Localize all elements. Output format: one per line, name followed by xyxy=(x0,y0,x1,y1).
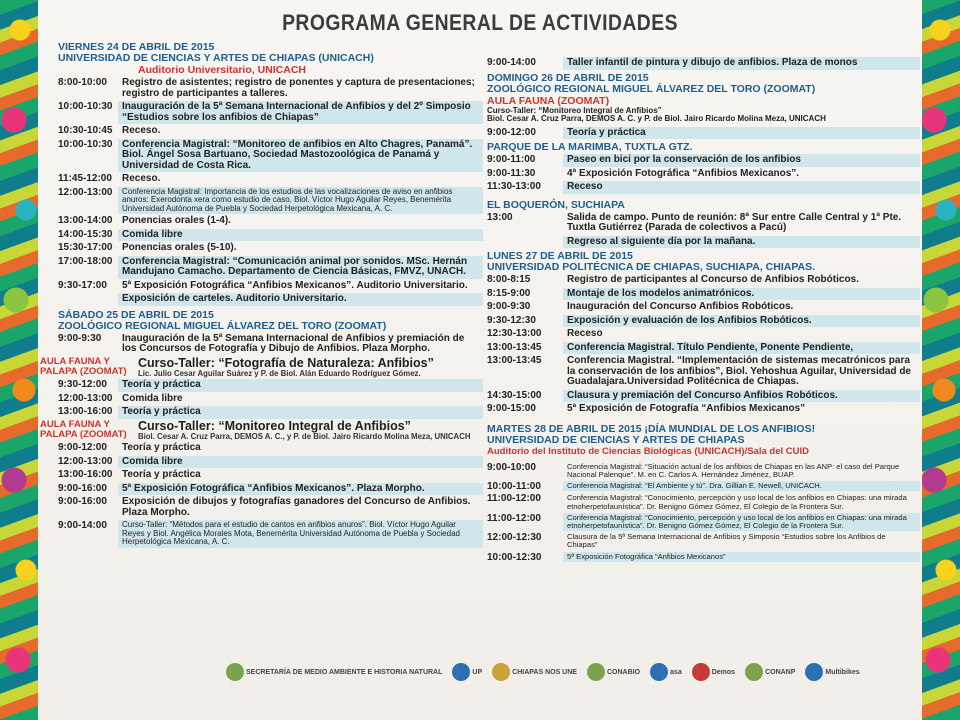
logo-emblem-icon xyxy=(492,663,510,681)
boqueron-heading: EL BOQUERÓN, SUCHIAPA xyxy=(487,198,625,211)
logo-emblem-icon xyxy=(692,663,710,681)
schedule-row: 9:00-11:00 Paseo en bici por la conservación de los anfibios xyxy=(487,154,920,167)
workshop-instructors: Lic. Julio Cesar Aguilar Suárez y P. de Biol. Alán Eduardo Rodríguez Gómez. xyxy=(138,368,421,378)
schedule-row: 11:00-12:00 Conferencia Magistral: “Conocimiento, percepción y uso local de los anfibios en Chiapas: una mirada etnoherpetofaunística”. Dr. Benigno Gómez Gómez, El Colegio de la Frontera Sur. xyxy=(487,513,920,531)
workshop-monitoring xyxy=(40,420,483,442)
schedule-row: 9:00-15:00 5ª Exposición de Fotografía “Anfibios Mexicanos” xyxy=(487,403,806,414)
saturday-date-heading: SÁBADO 25 DE ABRIL DE 2015 xyxy=(58,308,214,321)
right-column xyxy=(487,56,920,564)
logo-emblem-icon xyxy=(452,663,470,681)
schedule-row: 8:00-10:00 Registro de asistentes; registro de ponentes y captura de presentaciones; registro de participantes a talleres. xyxy=(58,77,475,99)
schedule-row: 12:00-12:30 Clausura de la 5ª Semana Internacional de Anfibios y Simposio “Estudios sobre los Anfibios de Chiapas” xyxy=(487,532,886,550)
schedule-row: Regreso al siguiente día por la mañana. xyxy=(487,236,920,249)
park-heading: PARQUE DE LA MARIMBA, TUXTLA GTZ. xyxy=(487,141,693,153)
schedule-row: 10:00-10:30 Inauguración de la 5ª Semana Internacional de Anfibios y del 2º Simposio “Estudios sobre los anfibios de Chiapas” xyxy=(40,101,483,124)
workshop-instructors: Biol. Cesar A. Cruz Parra, DEMOS A. C., y P. de Biol. Jairo Ricardo Molina Meza, UNICACH xyxy=(138,431,471,441)
schedule-row: 8:00-8:15 Registro de participantes al Concurso de Anfibios Robóticos. xyxy=(487,274,859,285)
page-title: PROGRAMA GENERAL DE ACTIVIDADES xyxy=(282,10,678,35)
tuesday-room: Auditorio del Instituto de Ciencias Biológicas (UNICACH)/Sala del CUID xyxy=(487,445,809,457)
schedule-row: 11:45-12:00 Receso. xyxy=(58,173,161,184)
schedule-row: 8:15-9:00 Montaje de los modelos animatrónicos. xyxy=(487,288,920,301)
logo-emblem-icon xyxy=(805,663,823,681)
sponsor-logo: Demos xyxy=(692,660,735,684)
workshop-photography xyxy=(40,357,483,379)
saturday-venue-heading: ZOOLÓGICO REGIONAL MIGUEL ÁLVAREZ DEL TORO (ZOOMAT) xyxy=(58,319,387,332)
monday-venue-heading: UNIVERSIDAD POLITÉCNICA DE CHIAPAS, SUCHIAPA, CHIAPAS. xyxy=(487,261,816,273)
schedule-row: 14:30-15:00 Clausura y premiación del Concurso Anfibios Robóticos. xyxy=(487,390,920,403)
left-column xyxy=(40,42,483,549)
tuesday-venue-heading: UNIVERSIDAD DE CIENCIAS Y ARTES DE CHIAPAS xyxy=(487,433,745,446)
friday-date-heading: VIERNES 24 DE ABRIL DE 2015 xyxy=(58,41,215,53)
schedule-row: 12:00-13:00 Comida libre xyxy=(40,456,483,469)
schedule-row: 13:00-13:45 Conferencia Magistral. “Implementación de sistemas mecatrónicos para la conservación de los anfibios”, Biol. Yehoshua Aguilar, Universidad de Guadalajara.Universidad Politécnica de Chiapas. xyxy=(487,355,911,387)
sponsor-logo: Multibikes xyxy=(805,660,859,684)
schedule-row: 9:00-9:30 Inauguración de la 5ª Semana Internacional de Anfibios y premiación de los Concursos de Fotografía y Dibujo de Anfibios. Plaza Morpho. xyxy=(58,332,465,355)
decorative-border-right xyxy=(920,0,960,720)
schedule-row: 11:00-12:00 Conferencia Magistral: “Conocimiento, percepción y uso local de los anfibios en Chiapas: una mirada etnoherpetofaunística”. Dr. Benigno Gómez Gómez, El Colegio de la Frontera Sur. xyxy=(487,493,907,511)
sponsor-logos xyxy=(226,660,920,716)
schedule-row: 10:00-12:30 5ª Exposición Fotográfica “Anfibios Mexicanos” xyxy=(487,552,920,564)
schedule-row: 11:30-13:00 Receso xyxy=(487,181,920,194)
schedule-row: 10:30-10:45 Receso. xyxy=(58,125,161,136)
schedule-row: 9:00-10:00 Conferencia Magistral: “Situación actual de los anfibios de Chiapas en las ANP: el caso del Parque Nacional Palenque”. M. en C. Carlos A. Hernández Jiménez, BUAP. xyxy=(487,461,900,479)
workshop-title: Curso-Taller: “Monitoreo Integral de Anfibios” xyxy=(138,418,411,433)
schedule-row: 13:00-14:00 Ponencias orales (1-4). xyxy=(58,215,231,227)
schedule-row: 10:00-11:00 Conferencia Magistral: “El Ambiente y tú”. Dra. Gillian E. Newell, UNICACH. xyxy=(487,481,920,493)
schedule-row: 9:00-9:30 Inauguración del Concurso Anfibios Robóticos. xyxy=(487,301,794,312)
sponsor-logo: SECRETARÍA DE MEDIO AMBIENTE E HISTORIA NATURAL xyxy=(226,660,442,684)
sponsor-logo: CONANP xyxy=(745,660,795,684)
logo-emblem-icon xyxy=(650,663,668,681)
sponsor-logo: CONABIO xyxy=(587,660,640,684)
schedule-row: 12:00-13:00 Conferencia Magistral: Importancia de los estudios de las vocalizaciones de aviso en anfibios anuros: Exerodonta xera como estudio de caso. Biol. Víctor Hugo Aguilar Reyes, Benemérita Universidad Autónoma de Puebla y Sociedad Herpetológica Mexicana, A. C. xyxy=(40,187,483,215)
schedule-row: 13:00-13:45 Conferencia Magistral. Título Pendiente, Ponente Pendiente, xyxy=(487,342,920,355)
schedule-row: 17:00-18:00 Conferencia Magistral: “Comunicación animal por sonidos. MSc. Hernán Mandujano Camacho. Departamento de Ciencia Básicas, FMVZ, UNACH. xyxy=(40,256,483,279)
schedule-row: 12:30-13:00 Receso xyxy=(487,328,603,339)
schedule-row: 9:30-17:00 5ª Exposición Fotográfica “Anfibios Mexicanos”. Auditorio Universitario. xyxy=(58,279,468,291)
schedule-row: 13:00-16:00 Teoría y práctica xyxy=(40,406,483,419)
schedule-row: 13:00-16:00 Teoría y práctica xyxy=(58,469,201,481)
schedule-row: 12:00-13:00 Comida libre xyxy=(58,392,183,404)
tuesday-date-heading: MARTES 28 DE ABRIL DE 2015 ¡DÍA MUNDIAL DE LOS ANFIBIOS! xyxy=(487,422,816,435)
sunday-workshop-title: Curso-Taller: “Monitoreo Integral de Anfibios” xyxy=(487,105,662,115)
sunday-workshop-instructors: Biol. Cesar A. Cruz Parra, DEMOS A. C. y P. de Biol. Jairo Ricardo Molina Meza, UNICACH xyxy=(487,114,826,123)
schedule-row: 9:00-12:00 Teoría y práctica xyxy=(487,127,920,140)
schedule-row: 9:00-12:00 Teoría y práctica xyxy=(58,442,201,454)
sponsor-logo: asa xyxy=(650,660,682,684)
logo-emblem-icon xyxy=(587,663,605,681)
sponsor-logo: UP xyxy=(452,660,482,684)
workshop-location: AULA FAUNA Y PALAPA (ZOOMAT) xyxy=(40,418,127,440)
workshop-title: Curso-Taller: “Fotografía de Naturaleza: Anfibios” xyxy=(138,355,434,370)
schedule-row: 15:30-17:00 Ponencias orales (5-10). xyxy=(58,242,237,254)
logo-emblem-icon xyxy=(226,663,244,681)
schedule-row: 9:30-12:00 Teoría y práctica xyxy=(40,379,483,392)
schedule-row: 9:30-12:30 Exposición y evaluación de los Anfibios Robóticos. xyxy=(487,315,920,328)
sunday-date-heading: DOMINGO 26 DE ABRIL DE 2015 xyxy=(487,71,649,84)
schedule-row: 9:00-16:00 Exposición de dibujos y fotografías ganadores del Concurso de Anfibios. Plaza Morpho. xyxy=(58,496,471,518)
sunday-venue-heading: ZOOLÓGICO REGIONAL MIGUEL ÁLVAREZ DEL TORO (ZOOMAT) xyxy=(487,82,816,95)
schedule-row: 9:00-14:00 Taller infantil de pintura y dibujo de anfibios. Plaza de monos xyxy=(487,57,920,70)
sponsor-logo: CHIAPAS NOS UNE xyxy=(492,660,577,684)
decorative-border-left xyxy=(0,0,40,720)
schedule-row: 9:00-14:00 Curso-Taller: “Métodos para el estudio de cantos en anfibios anuros”. Biol. Víctor Hugo Aguilar Reyes y Biol. Angélica Morales Mota, Benemérita Universidad Autónoma de Puebla y Sociedad Herpetológica Mexicana, A. C. xyxy=(40,520,483,548)
monday-date-heading: LUNES 27 DE ABRIL DE 2015 xyxy=(487,250,633,262)
friday-room: Auditorio Universitario, UNICACH xyxy=(138,64,307,76)
workshop-location: AULA FAUNA Y PALAPA (ZOOMAT) xyxy=(40,355,127,377)
schedule-row: 14:00-15:30 Comida libre xyxy=(40,229,483,242)
logo-emblem-icon xyxy=(745,663,763,681)
friday-venue-heading: UNIVERSIDAD DE CIENCIAS Y ARTES DE CHIAPAS (UNICACH) xyxy=(58,52,374,64)
schedule-row: 9:00-11:30 4ª Exposición Fotográfica “Anfibios Mexicanos”. xyxy=(487,167,800,179)
schedule-row: Exposición de carteles. Auditorio Universitario. xyxy=(40,293,483,306)
schedule-row: 13:00 Salida de campo. Punto de reunión: 8ª Sur entre Calle Central y 1ª Pte. Tuxtla Gutiérrez (Parada de colectivos a Pacú) xyxy=(487,211,902,233)
schedule-row: 10:00-10:30 Conferencia Magistral: “Monitoreo de anfibios en Alto Chagres, Panamá”. Biol. Ángel Sosa Bartuano, Sociedad Mastozoológica de Panamá y Universidad de Costa Rica. xyxy=(40,139,483,173)
schedule-row: 9:00-16:00 5ª Exposición Fotográfica “Anfibios Mexicanos”. Plaza Morpho. xyxy=(40,483,483,496)
sunday-room: AULA FAUNA (ZOOMAT) xyxy=(487,94,610,107)
